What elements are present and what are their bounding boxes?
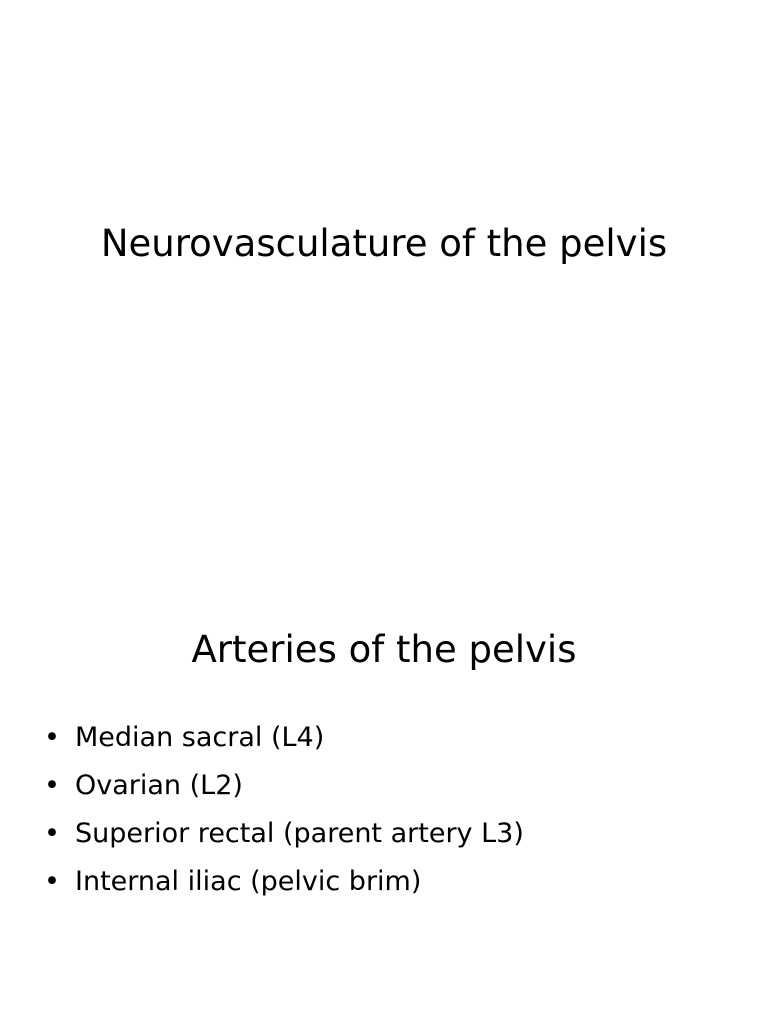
list-item-text: Superior rectal (parent artery L3) [75,818,524,849]
bullet-icon: • [44,770,60,801]
bullet-icon: • [44,866,60,897]
bullet-icon: • [44,818,60,849]
list-item [44,762,744,810]
list-item-text: Ovarian (L2) [75,770,243,801]
list-item-text: Internal iliac (pelvic brim) [75,866,422,897]
slide-2-title: Arteries of the pelvis [191,628,577,671]
bullet-icon: • [44,722,60,753]
list-item [44,810,744,858]
slide-1-title: Neurovasculature of the pelvis [100,222,668,265]
list-item-text: Median sacral (L4) [75,722,325,753]
list-item [44,858,744,906]
list-item [44,714,744,762]
arteries-bullet-list [44,714,744,906]
